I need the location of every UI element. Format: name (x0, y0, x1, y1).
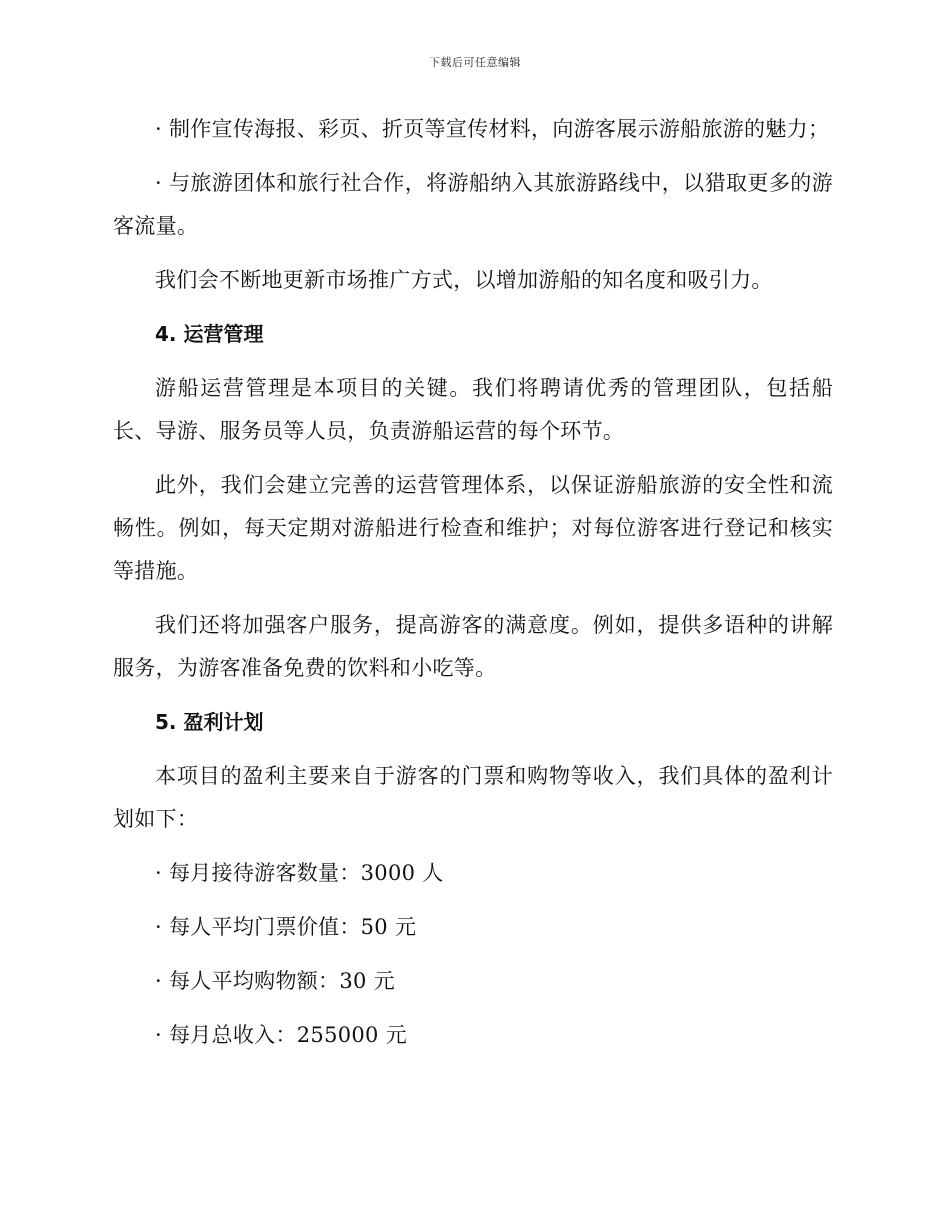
paragraph-profit-intro: 本项目的盈利主要来自于游客的门票和购物等收入，我们具体的盈利计划如下： (113, 764, 833, 831)
paragraph-operations-system: 此外，我们会建立完善的运营管理体系，以保证游船旅游的安全性和流畅性。例如，每天定期对游船进行检查和维护；对每位游客进行登记和核实等措施。 (113, 473, 833, 583)
bullet-monthly-revenue: · 每月总收入：255000 元 (155, 1023, 407, 1047)
bullet-ticket-price: · 每人平均门票价值：50 元 (155, 915, 417, 939)
bullet-shopping-amount: · 每人平均购物额：30 元 (155, 969, 395, 993)
paragraph-customer-service: 我们还将加强客户服务，提高游客的满意度。例如，提供多语种的讲解服务，为游客准备免费的饮料和小吃等。 (113, 613, 833, 680)
document-body (113, 108, 833, 1068)
bullet-monthly-visitors: · 每月接待游客数量：3000 人 (155, 861, 444, 885)
section-heading-operations: 4. 运营管理 (155, 322, 264, 346)
paragraph-operations-team: 游船运营管理是本项目的关键。我们将聘请优秀的管理团队，包括船长、导游、服务员等人员，负责游船运营的每个环节。 (113, 376, 833, 443)
bullet-promo-materials: · 制作宣传海报、彩页、折页等宣传材料，向游客展示游船旅游的魅力； (155, 117, 830, 141)
section-heading-profit: 5. 盈利计划 (155, 710, 264, 734)
paragraph-marketing-update: 我们会不断地更新市场推广方式，以增加游船的知名度和吸引力。 (155, 268, 773, 292)
bullet-travel-agency: · 与旅游团体和旅行社合作，将游船纳入其旅游路线中，以猎取更多的游客流量。 (113, 171, 833, 238)
page-header-note: 下载后可任意编辑 (429, 56, 521, 69)
